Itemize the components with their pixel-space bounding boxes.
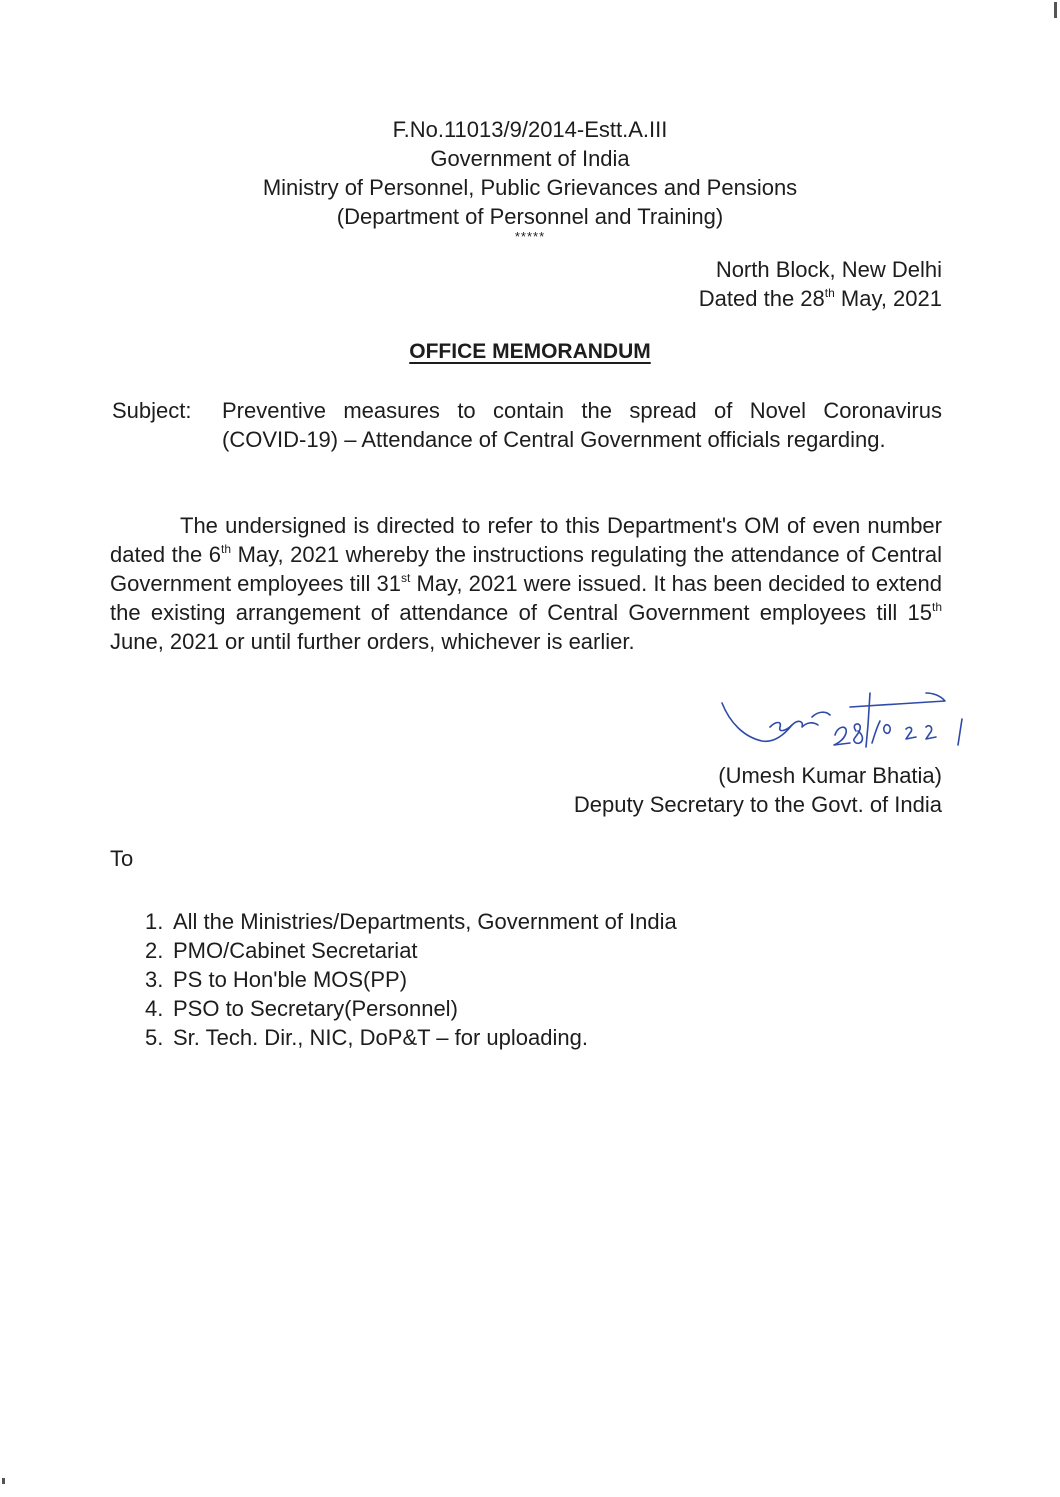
recipient-text: Sr. Tech. Dir., NIC, DoP&T – for uploading.	[173, 1025, 588, 1050]
place-and-date	[699, 255, 942, 313]
subject-text: Preventive measures to contain the spread of Novel Coronavirus (COVID-19) – Attendance of Central Government officials regarding.	[222, 398, 942, 452]
location: North Block, New Delhi	[715, 257, 942, 282]
signatory-designation: Deputy Secretary to the Govt. of India	[573, 792, 942, 817]
recipient-number: 5.	[145, 1025, 164, 1050]
recipient-item	[145, 907, 677, 936]
file-number: F.No.11013/9/2014-Estt.A.III	[392, 117, 668, 142]
recipient-list	[145, 907, 677, 1052]
scan-edge-mark	[1054, 2, 1057, 18]
recipient-number: 2.	[145, 938, 164, 963]
recipient-text: PS to Hon'ble MOS(PP)	[173, 967, 408, 992]
subject-label: Subject:	[112, 398, 192, 423]
recipient-number: 4.	[145, 996, 164, 1021]
body-paragraph: The undersigned is directed to refer to this Department's OM of even number dated the 6th May, 2021 whereby the instructions regulating the attendance of Central Government employees till 31st May, 2021 were issued. It has been decided to extend the existing arrangement of attendance of Central Government employees till 15th June, 2021 or until further orders, whichever is earlier.	[110, 513, 942, 654]
recipient-number: 1.	[145, 909, 164, 934]
header-separator: *****	[514, 229, 546, 244]
memo-title: OFFICE MEMORANDUM	[409, 340, 651, 363]
recipient-text: PSO to Secretary(Personnel)	[173, 996, 458, 1021]
recipient-item	[145, 1023, 677, 1052]
recipient-text: All the Ministries/Departments, Government of India	[173, 909, 677, 934]
letterhead	[0, 115, 1060, 243]
to-label: To	[110, 846, 134, 871]
signatory-block	[574, 761, 942, 819]
recipient-number: 3.	[145, 967, 164, 992]
ministry-name: Ministry of Personnel, Public Grievances and Pensions	[262, 175, 798, 200]
subject-block	[112, 396, 942, 454]
government-name: Government of India	[430, 146, 630, 171]
recipient-text: PMO/Cabinet Secretariat	[173, 938, 418, 963]
signatory-name: (Umesh Kumar Bhatia)	[718, 763, 942, 788]
issue-date: Dated the 28th May, 2021	[698, 286, 942, 311]
recipient-item	[145, 936, 677, 965]
recipient-item	[145, 965, 677, 994]
recipient-item	[145, 994, 677, 1023]
scan-edge-mark	[2, 1478, 5, 1484]
department-name: (Department of Personnel and Training)	[336, 204, 724, 229]
handwritten-signature	[700, 685, 990, 770]
